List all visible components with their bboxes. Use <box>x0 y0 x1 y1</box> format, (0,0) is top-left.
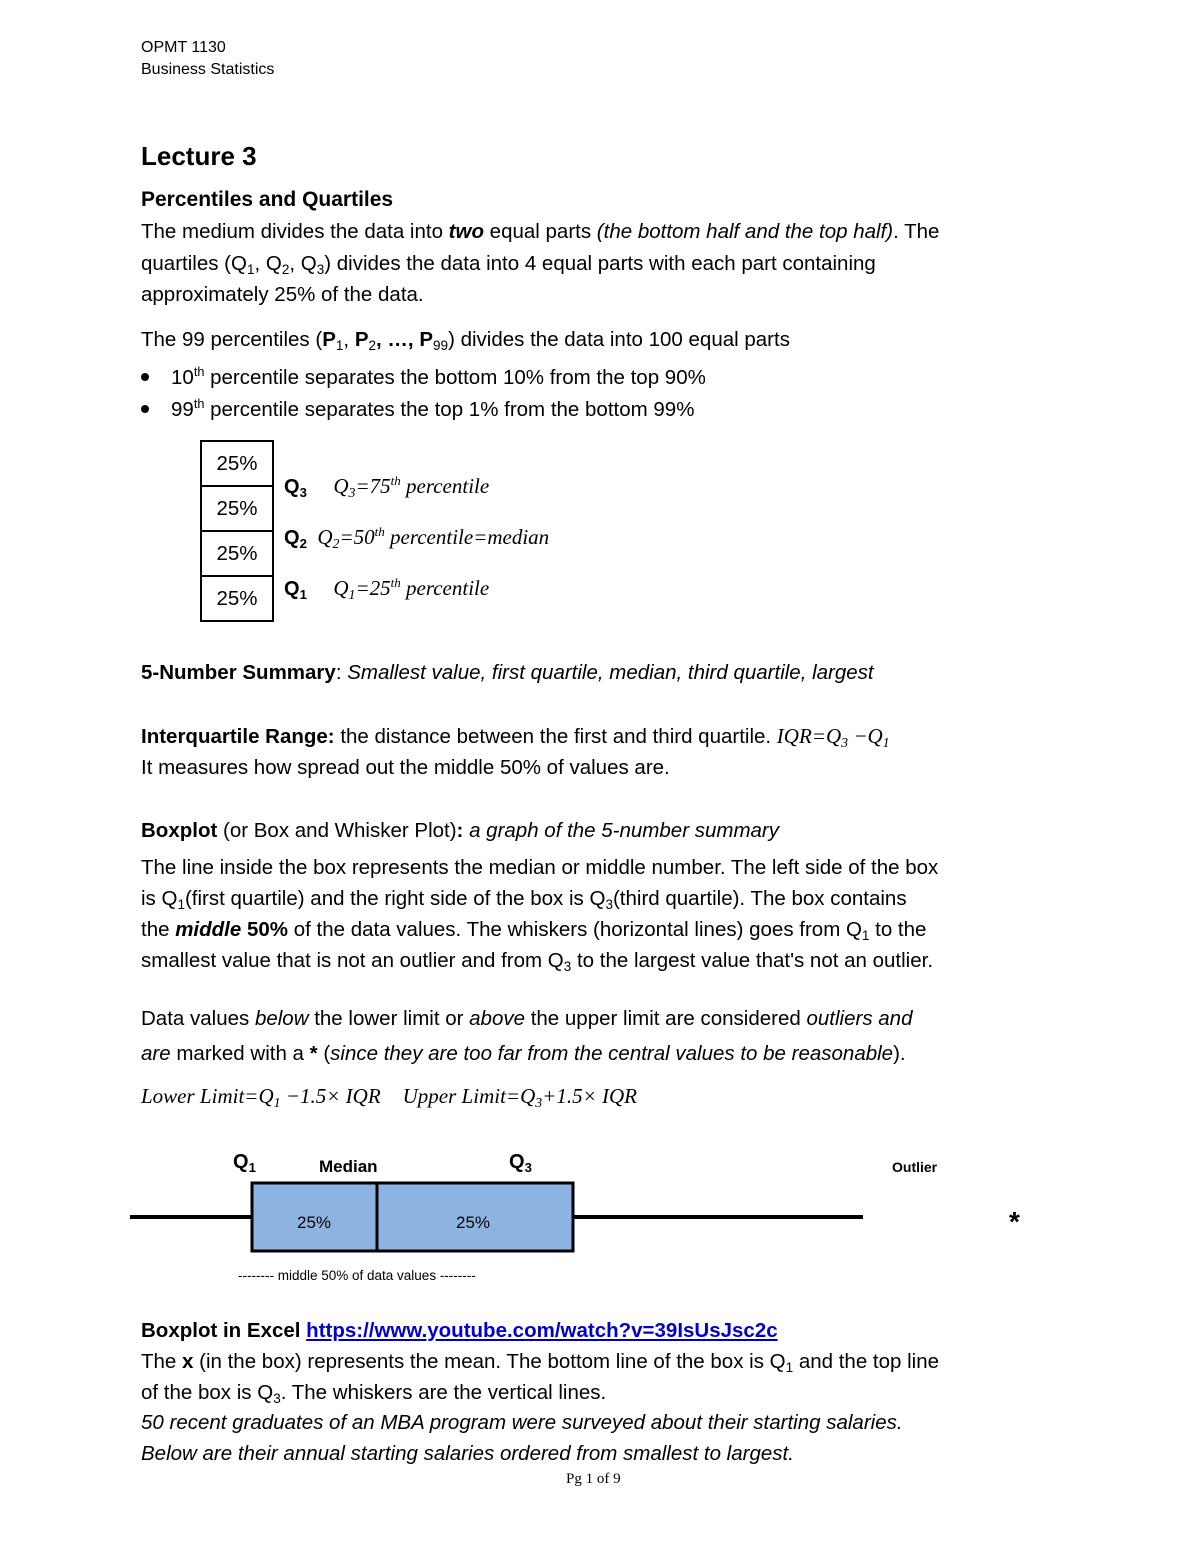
bullet-item: 99th percentile separates the top 1% from the bottom 99% <box>141 394 694 425</box>
iqr-definition: Interquartile Range: the distance between the first and third quartile. $IQR=Q_3 -Q_1$ <box>141 724 890 750</box>
bullet-item: 10th percentile separates the bottom 10% from the top 90% <box>141 362 706 393</box>
outlier-mark: * <box>1009 1206 1020 1237</box>
bullet-icon <box>141 373 149 381</box>
excel-line2: of the box is $Q_3$. The whiskers are the vertical lines. <box>141 1381 607 1406</box>
fig-left-pct: 25% <box>297 1213 332 1232</box>
limits-formula: Lower $Limit=Q_1 -1.5\times$ IQR Upper $Limit=Q_3+1.5\times$ IQR <box>141 1084 637 1110</box>
q3-row: $Q_3$ $Q_3=75th$ percentile <box>284 473 490 500</box>
fig-q1-label: $Q_1$ <box>233 1151 256 1175</box>
boxplot-para-line3: the middle 50% of the data values. The whiskers (horizontal lines) goes from $Q_1$ to the <box>141 918 927 943</box>
boxplot-para-line2: is $Q_1(first$ quartile) and the right side of the box is $Q_3(third$ quartile). The box contains <box>141 887 907 912</box>
para-percentiles: The 99 percentiles ($P_1$, $P_2$, …, $P_{99}$) divides the data into 100 equal parts <box>141 328 790 353</box>
fig-outlier-label: Outlier <box>892 1159 938 1175</box>
excel-heading: Boxplot in Excel https://www.youtube.com/watch?v=39IsUsJsc2c <box>141 1319 778 1342</box>
middle-note: -------- middle 50% of data values -------- <box>238 1268 476 1283</box>
q1-row: $Q_1$ $Q_1=25th$ percentile <box>284 575 490 602</box>
q2-row: $Q_2$ $Q_2=50th$ percentile=median <box>284 524 550 551</box>
quartile-cell: 25% <box>216 587 258 610</box>
course-subject: Business Statistics <box>141 61 275 78</box>
outlier-para-line2: are marked with a * (since they are too far from the central values to be reasonable). <box>141 1042 906 1065</box>
page-number: Pg 1 of 9 <box>566 1471 621 1487</box>
fig-median-label: Median <box>319 1157 378 1176</box>
para-median-line3: approximately 25% of the data. <box>141 283 424 306</box>
quartile-cell: 25% <box>202 532 272 577</box>
para-median-line1: The medium divides the data into two equal parts (the bottom half and the top half). The <box>141 220 940 243</box>
section-title: Percentiles and Quartiles <box>141 188 394 211</box>
quartile-cell: 25% <box>202 487 272 532</box>
boxplot-definition: Boxplot (or Box and Whisker Plot): a graph of the 5-number summary <box>141 819 779 842</box>
bullet-icon <box>141 405 149 413</box>
excel-line1: The x (in the box) represents the mean. The bottom line of the box is $Q_1$ and the top line <box>141 1350 940 1375</box>
excel-line3: 50 recent graduates of an MBA program were surveyed about their starting salaries. <box>141 1411 903 1434</box>
quartile-box <box>200 440 274 622</box>
fig-q3-label: $Q_3$ <box>509 1151 532 1175</box>
fig-right-pct: 25% <box>456 1213 491 1232</box>
para-median-line2: quartiles ($Q_1$, $Q_2$, $Q_3$) divides the data into 4 equal parts with each part containing <box>141 252 876 277</box>
five-number-summary: 5-Number Summary: Smallest value, first quartile, median, third quartile, largest <box>141 661 874 684</box>
boxplot-figure <box>0 1175 1200 1265</box>
quartile-cell: 25% <box>202 442 272 487</box>
lecture-title: Lecture 3 <box>141 141 257 171</box>
course-code: OPMT 1130 <box>141 39 226 56</box>
youtube-link[interactable]: https://www.youtube.com/watch?v=39IsUsJsc2c <box>306 1319 778 1342</box>
boxplot-para-line1: The line inside the box represents the median or middle number. The left side of the box <box>141 856 939 879</box>
iqr-explanation: It measures how spread out the middle 50% of values are. <box>141 756 670 779</box>
boxplot-para-line4: smallest value that is not an outlier and from $Q_3$ to the largest value that's not an outlier. <box>141 949 934 974</box>
excel-line4: Below are their annual starting salaries ordered from smallest to largest. <box>141 1442 794 1465</box>
outlier-para-line1: Data values below the lower limit or above the upper limit are considered outliers and <box>141 1007 913 1030</box>
